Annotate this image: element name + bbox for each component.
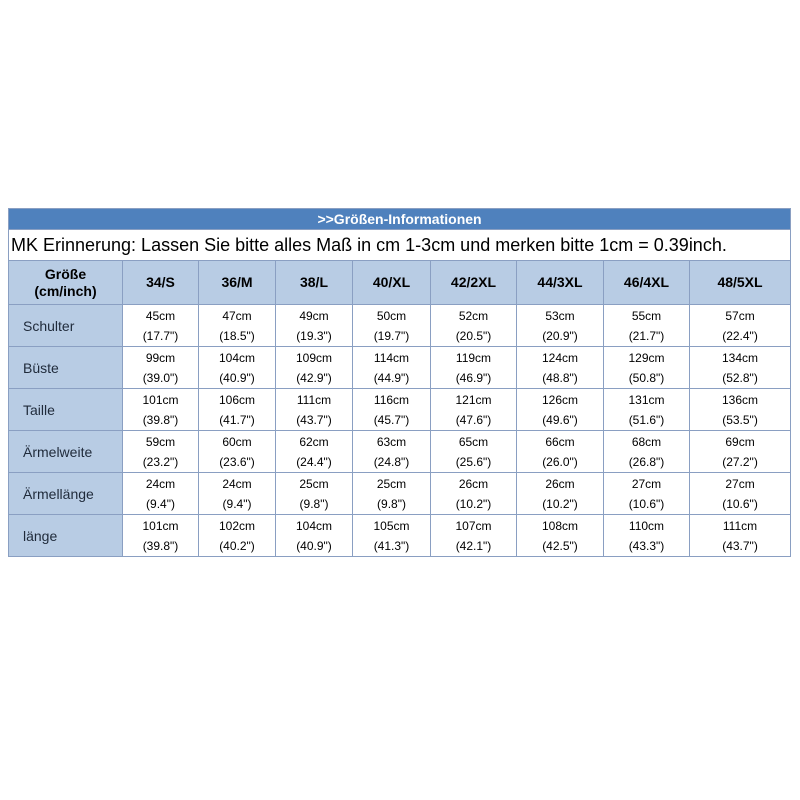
measurement-cell xyxy=(199,347,276,389)
cm-value: 50cm xyxy=(376,308,407,323)
measurement-cell xyxy=(276,515,353,557)
measurement-cell xyxy=(276,389,353,431)
inch-value: (9.4") xyxy=(146,496,175,511)
cm-value: 57cm xyxy=(725,308,755,323)
cm-value: 25cm xyxy=(376,476,407,491)
measurement-cell xyxy=(123,431,199,473)
measurement-cell xyxy=(431,389,517,431)
measurement-cell xyxy=(690,347,791,389)
cm-value: 45cm xyxy=(145,308,176,323)
cm-value: 26cm xyxy=(545,476,575,491)
measurement-cell xyxy=(431,305,517,347)
inch-value: (40.9") xyxy=(219,370,255,385)
measurement-cell xyxy=(604,347,690,389)
cm-value: 107cm xyxy=(455,518,492,533)
inch-value: (42.9") xyxy=(296,370,332,385)
measurement-cell xyxy=(604,431,690,473)
inch-value: (17.7") xyxy=(142,328,179,343)
measurement-cell xyxy=(604,473,690,515)
cm-value: 59cm xyxy=(145,434,176,449)
inch-value: (20.9") xyxy=(542,328,578,343)
row-label: Taille xyxy=(9,389,123,431)
corner-header-line2: (cm/inch) xyxy=(34,282,97,299)
cm-value: 104cm xyxy=(295,518,333,533)
inch-value: (10.6") xyxy=(628,496,665,511)
inch-value: (18.5") xyxy=(219,328,255,343)
cm-value: 60cm xyxy=(222,434,252,449)
cm-value: 62cm xyxy=(299,434,329,449)
inch-value: (45.7") xyxy=(373,412,410,427)
measurement-cell xyxy=(123,515,199,557)
cm-value: 24cm xyxy=(145,476,176,491)
inch-value: (27.2") xyxy=(722,454,758,469)
cm-value: 27cm xyxy=(631,476,662,491)
inch-value: (39.8") xyxy=(142,412,179,427)
cm-value: 105cm xyxy=(373,518,410,533)
measurement-cell xyxy=(431,347,517,389)
table-row xyxy=(9,473,791,515)
corner-header-line1: Größe xyxy=(44,265,87,282)
measurement-cell xyxy=(123,347,199,389)
inch-value: (19.7") xyxy=(373,328,410,343)
cm-value: 109cm xyxy=(295,350,333,365)
inch-value: (10.6") xyxy=(722,496,758,511)
cm-value: 106cm xyxy=(218,392,256,407)
measurement-cell xyxy=(199,473,276,515)
cm-value: 66cm xyxy=(545,434,575,449)
table-row xyxy=(9,347,791,389)
size-header: 48/5XL xyxy=(690,261,791,305)
measurement-cell xyxy=(517,305,604,347)
cm-value: 129cm xyxy=(628,350,665,365)
cm-value: 114cm xyxy=(373,350,410,365)
inch-value: (24.4") xyxy=(296,454,332,469)
size-header: 46/4XL xyxy=(604,261,690,305)
measurement-cell xyxy=(353,431,431,473)
cm-value: 126cm xyxy=(541,392,579,407)
size-header: 36/M xyxy=(199,261,276,305)
table-row xyxy=(9,515,791,557)
inch-value: (43.3") xyxy=(628,538,665,553)
cm-value: 24cm xyxy=(222,476,252,491)
row-label: Büste xyxy=(9,347,123,389)
inch-value: (22.4") xyxy=(722,328,758,343)
measurement-cell xyxy=(276,473,353,515)
inch-value: (9.8") xyxy=(377,496,406,511)
cm-value: 47cm xyxy=(222,308,252,323)
row-label: Ärmelweite xyxy=(9,431,123,473)
cm-value: 49cm xyxy=(299,308,329,323)
cm-value: 63cm xyxy=(376,434,407,449)
measurement-cell xyxy=(431,473,517,515)
inch-value: (48.8") xyxy=(542,370,578,385)
row-label: Ärmellänge xyxy=(9,473,123,515)
cm-value: 104cm xyxy=(218,350,256,365)
inch-value: (44.9") xyxy=(373,370,410,385)
inch-value: (39.0") xyxy=(142,370,179,385)
inch-value: (41.3") xyxy=(373,538,410,553)
inch-value: (47.6") xyxy=(455,412,492,427)
inch-value: (25.6") xyxy=(455,454,492,469)
inch-value: (9.4") xyxy=(222,496,252,511)
inch-value: (41.7") xyxy=(219,412,255,427)
measurement-cell xyxy=(517,431,604,473)
inch-value: (9.8") xyxy=(299,496,329,511)
title-row xyxy=(9,209,791,230)
size-header: 38/L xyxy=(276,261,353,305)
measurement-cell xyxy=(690,389,791,431)
row-label: länge xyxy=(9,515,123,557)
inch-value: (42.1") xyxy=(455,538,492,553)
inch-value: (40.9") xyxy=(296,538,332,553)
inch-value: (24.8") xyxy=(373,454,410,469)
cm-value: 52cm xyxy=(458,308,489,323)
inch-value: (43.7") xyxy=(722,538,758,553)
inch-value: (51.6") xyxy=(628,412,665,427)
cm-value: 68cm xyxy=(631,434,662,449)
measurement-cell xyxy=(517,389,604,431)
measurement-cell xyxy=(276,431,353,473)
measurement-cell xyxy=(276,305,353,347)
measurement-cell xyxy=(199,305,276,347)
inch-value: (10.2") xyxy=(542,496,578,511)
measurement-cell xyxy=(517,515,604,557)
cm-value: 55cm xyxy=(631,308,662,323)
measurement-cell xyxy=(690,305,791,347)
cm-value: 108cm xyxy=(541,518,579,533)
cm-value: 25cm xyxy=(299,476,329,491)
cm-value: 119cm xyxy=(455,350,492,365)
inch-value: (26.0") xyxy=(542,454,578,469)
measurement-cell xyxy=(604,305,690,347)
measurement-cell xyxy=(353,515,431,557)
inch-value: (26.8") xyxy=(628,454,665,469)
cm-value: 111cm xyxy=(296,392,332,407)
inch-value: (23.6") xyxy=(219,454,255,469)
measurement-cell xyxy=(353,347,431,389)
inch-value: (20.5") xyxy=(455,328,492,343)
inch-value: (46.9") xyxy=(455,370,492,385)
table-row xyxy=(9,431,791,473)
inch-value: (10.2") xyxy=(455,496,492,511)
size-header: 42/2XL xyxy=(431,261,517,305)
cm-value: 101cm xyxy=(142,392,179,407)
corner-header xyxy=(9,261,123,305)
measurement-cell xyxy=(199,515,276,557)
measurement-cell xyxy=(690,515,791,557)
cm-value: 111cm xyxy=(722,518,758,533)
inch-value: (42.5") xyxy=(542,538,578,553)
reminder-row xyxy=(9,230,791,261)
reminder-text: MK Erinnerung: Lassen Sie bitte alles Maß in cm 1-3cm und merken bitte 1cm = 0.39inch. xyxy=(9,230,791,261)
cm-value: 26cm xyxy=(458,476,489,491)
cm-value: 131cm xyxy=(628,392,665,407)
measurement-cell xyxy=(690,431,791,473)
measurement-cell xyxy=(517,347,604,389)
cm-value: 124cm xyxy=(541,350,579,365)
inch-value: (52.8") xyxy=(722,370,758,385)
measurement-cell xyxy=(604,515,690,557)
measurement-cell xyxy=(276,347,353,389)
size-header: 44/3XL xyxy=(517,261,604,305)
inch-value: (39.8") xyxy=(142,538,179,553)
cm-value: 69cm xyxy=(725,434,755,449)
cm-value: 136cm xyxy=(722,392,759,407)
row-label: Schulter xyxy=(9,305,123,347)
size-header: 34/S xyxy=(123,261,199,305)
measurement-cell xyxy=(199,431,276,473)
table-row xyxy=(9,389,791,431)
measurement-cell xyxy=(604,389,690,431)
cm-value: 65cm xyxy=(458,434,489,449)
measurement-cell xyxy=(199,389,276,431)
measurement-cell xyxy=(690,473,791,515)
measurement-cell xyxy=(353,389,431,431)
cm-value: 121cm xyxy=(455,392,492,407)
measurement-cell xyxy=(431,431,517,473)
inch-value: (49.6") xyxy=(542,412,578,427)
size-header: 40/XL xyxy=(353,261,431,305)
inch-value: (50.8") xyxy=(628,370,665,385)
cm-value: 99cm xyxy=(145,350,176,365)
table-title: >>Größen-Informationen xyxy=(9,209,791,230)
cm-value: 102cm xyxy=(218,518,256,533)
inch-value: (21.7") xyxy=(628,328,665,343)
size-chart xyxy=(8,208,790,569)
measurement-cell xyxy=(353,305,431,347)
size-table xyxy=(8,208,791,557)
inch-value: (23.2") xyxy=(142,454,179,469)
cm-value: 101cm xyxy=(142,518,179,533)
inch-value: (19.3") xyxy=(296,328,332,343)
measurement-cell xyxy=(123,473,199,515)
measurement-cell xyxy=(123,305,199,347)
inch-value: (53.5") xyxy=(722,412,758,427)
cm-value: 27cm xyxy=(725,476,755,491)
cm-value: 134cm xyxy=(722,350,759,365)
cm-value: 110cm xyxy=(628,518,665,533)
measurement-cell xyxy=(353,473,431,515)
measurement-cell xyxy=(431,515,517,557)
table-row xyxy=(9,305,791,347)
inch-value: (43.7") xyxy=(296,412,332,427)
size-header-row xyxy=(9,261,791,305)
cm-value: 53cm xyxy=(545,308,575,323)
inch-value: (40.2") xyxy=(219,538,255,553)
cm-value: 116cm xyxy=(373,392,410,407)
measurement-cell xyxy=(123,389,199,431)
measurement-cell xyxy=(517,473,604,515)
